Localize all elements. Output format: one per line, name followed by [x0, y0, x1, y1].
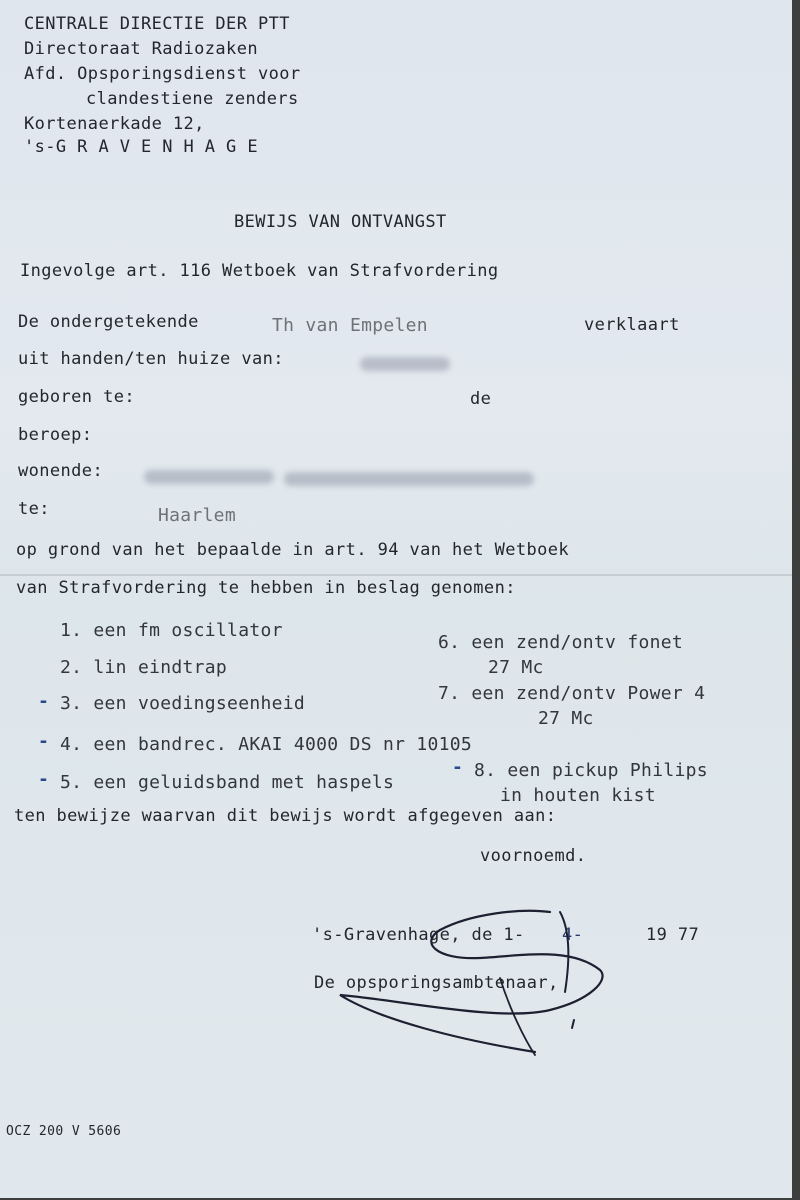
seized-item-detail: 27 Mc — [488, 657, 544, 678]
seized-item: 3. een voedingseenheid — [60, 693, 306, 714]
born-label: geboren te: — [18, 387, 135, 407]
officer-title: De opsporingsambtenaar, — [314, 973, 559, 993]
seized-item: 4. een bandrec. AKAI 4000 DS nr 10105 — [60, 734, 473, 755]
seized-item: 6. een zend/ontv fonet — [438, 632, 684, 653]
letterhead-line: CENTRALE DIRECTIE DER PTT — [24, 14, 290, 34]
born-date-label: de — [470, 389, 492, 409]
seized-item: 2. lin eindtrap — [60, 657, 228, 678]
undersigned-label: De ondergetekende — [18, 312, 199, 332]
letterhead-line: Directoraat Radiozaken — [24, 39, 258, 59]
city-value: Haarlem — [158, 505, 236, 526]
form-code: OCZ 200 V 5606 — [6, 1124, 122, 1139]
seized-item-detail: 27 Mc — [538, 708, 594, 729]
declares-label: verklaart — [584, 315, 680, 335]
handwritten-signature — [320, 900, 620, 1070]
date-month: 4- — [562, 925, 584, 945]
residing-label: wonende: — [18, 461, 104, 481]
redaction-bar — [284, 472, 534, 486]
letterhead-line: 's-G R A V E N H A G E — [24, 137, 258, 157]
seized-item-detail: in houten kist — [500, 785, 656, 806]
occupation-label: beroep: — [18, 425, 93, 445]
seized-item: 7. een zend/ontv Power 4 — [438, 683, 706, 704]
from-label: uit handen/ten huize van: — [18, 349, 284, 369]
place-date: 's-Gravenhage, de 1- — [312, 925, 525, 945]
document-title: BEWIJS VAN ONTVANGST — [234, 212, 447, 232]
seizure-text: op grond van het bepaalde in art. 94 van het Wetboek — [16, 540, 570, 560]
check-tick: - — [38, 769, 50, 790]
seized-item: 5. een geluidsband met haspels — [60, 772, 395, 793]
check-tick: - — [38, 731, 50, 752]
seized-item: 8. een pickup Philips — [474, 760, 708, 781]
date-year: 19 77 — [646, 925, 700, 945]
check-tick: - — [452, 757, 464, 778]
proof-statement: ten bewijze waarvan dit bewijs wordt afgegeven aan: — [14, 806, 557, 826]
letterhead-line: clandestiene zenders — [86, 89, 299, 109]
recipient: voornoemd. — [480, 846, 587, 866]
letterhead-line: Afd. Opsporingsdienst voor — [24, 64, 301, 84]
letterhead-line: Kortenaerkade 12, — [24, 114, 205, 134]
check-tick: - — [38, 691, 50, 712]
seizure-text: van Strafvordering te hebben in beslag genomen: — [16, 578, 516, 598]
city-label: te: — [18, 499, 50, 519]
redaction-bar — [360, 357, 450, 371]
seized-item: 1. een fm oscillator — [60, 620, 283, 641]
redaction-bar — [144, 470, 274, 484]
legal-basis: Ingevolge art. 116 Wetboek van Strafvordering — [20, 261, 499, 281]
fold-crease — [0, 574, 792, 576]
undersigned-value: Th van Empelen — [272, 315, 428, 336]
